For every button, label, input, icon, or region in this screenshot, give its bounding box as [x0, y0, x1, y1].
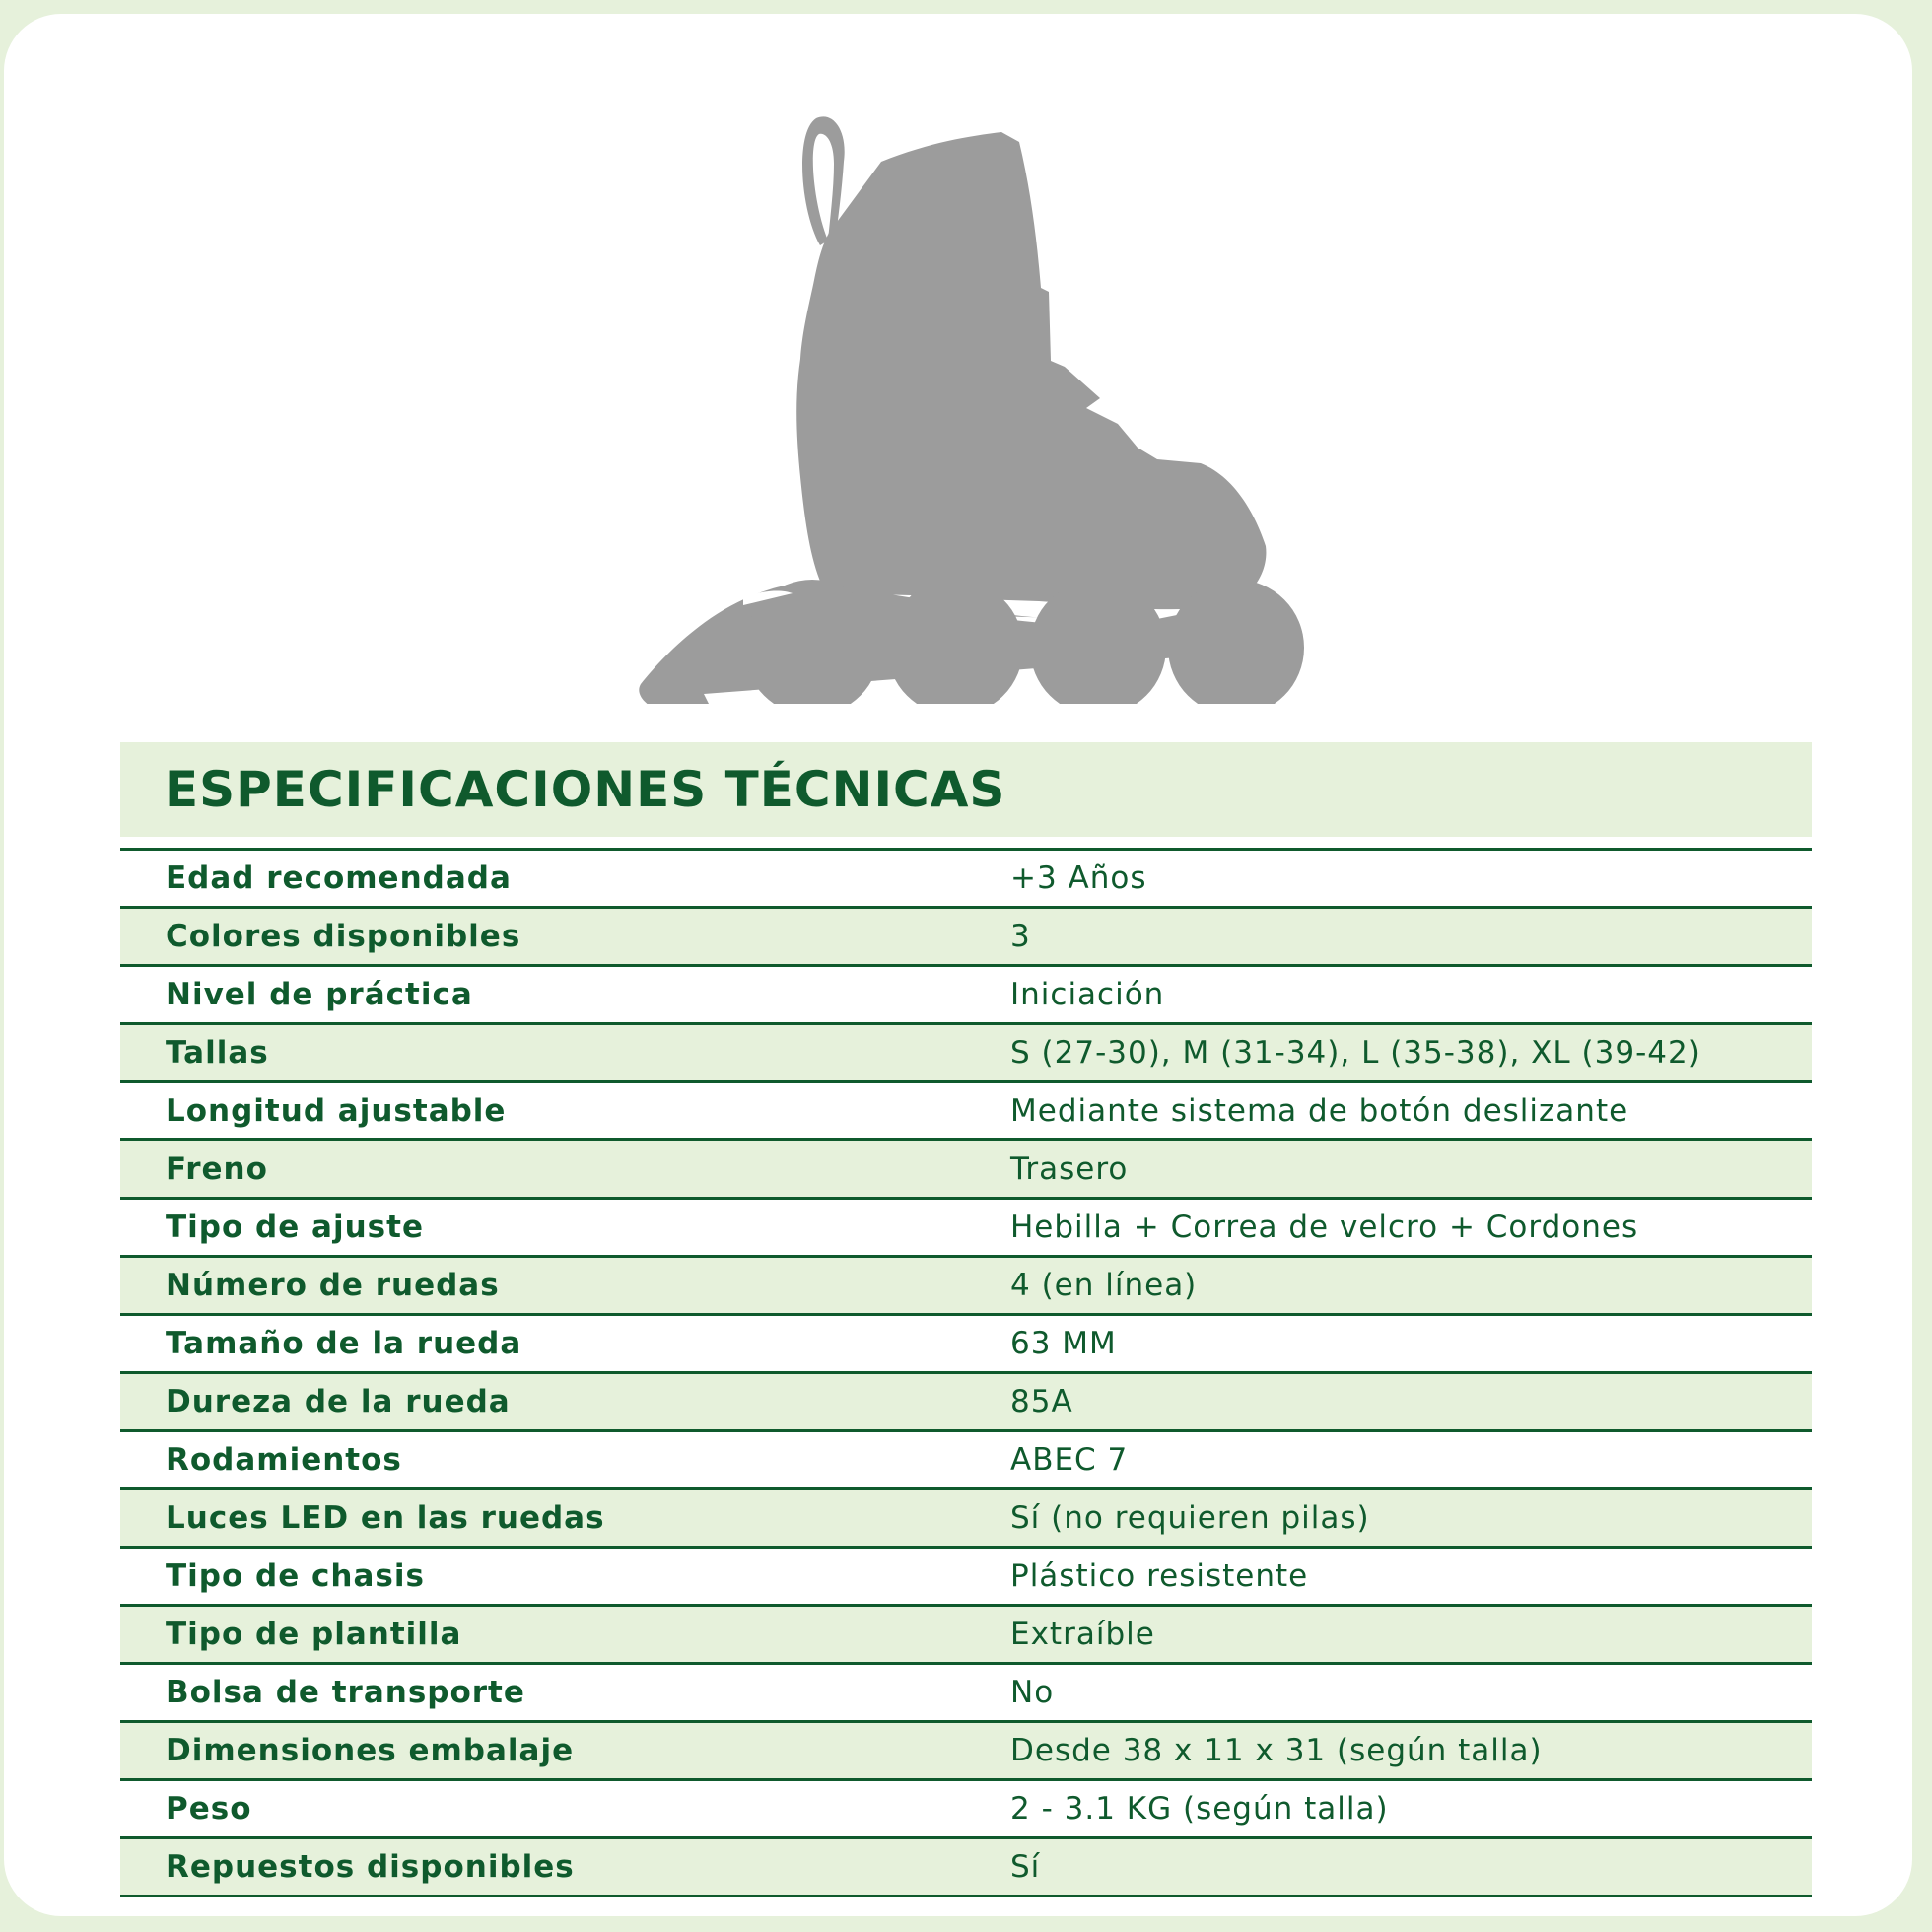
inline-skate-icon [625, 103, 1315, 704]
spec-value: Desde 38 x 11 x 31 (según talla) [1010, 1733, 1543, 1768]
spec-row [120, 1200, 1812, 1258]
spec-row [120, 1781, 1812, 1839]
spec-label: Tamaño de la rueda [166, 1326, 522, 1361]
spec-value: No [1010, 1675, 1055, 1710]
spec-value: 4 (en línea) [1010, 1268, 1198, 1303]
spec-row [120, 1374, 1812, 1432]
spec-value: S (27-30), M (31-34), L (35-38), XL (39-42) [1010, 1035, 1701, 1070]
spec-row [120, 1665, 1812, 1723]
spec-label: Dimensiones embalaje [166, 1733, 575, 1768]
spec-row [120, 1025, 1812, 1083]
spec-label: Tipo de plantilla [166, 1617, 462, 1652]
spec-value: +3 Años [1010, 861, 1147, 896]
spec-value: Trasero [1010, 1151, 1129, 1187]
spec-label: Rodamientos [166, 1442, 402, 1478]
spec-label: Número de ruedas [166, 1268, 500, 1303]
spec-label: Repuestos disponibles [166, 1849, 575, 1885]
spec-value: Plástico resistente [1010, 1558, 1309, 1594]
spec-row [120, 967, 1812, 1025]
spec-value: ABEC 7 [1010, 1442, 1129, 1478]
spec-row [120, 1607, 1812, 1665]
spec-value: Hebilla + Correa de velcro + Cordones [1010, 1209, 1639, 1245]
spec-row [120, 1141, 1812, 1200]
spec-table [120, 848, 1812, 1898]
spec-value: Sí [1010, 1849, 1041, 1885]
spec-value: 63 MM [1010, 1326, 1117, 1361]
spec-card [4, 14, 1912, 1916]
spec-value: Sí (no requieren pilas) [1010, 1500, 1370, 1536]
spec-value: 85A [1010, 1384, 1073, 1419]
spec-row [120, 1549, 1812, 1607]
spec-label: Colores disponibles [166, 919, 521, 954]
spec-row [120, 1432, 1812, 1490]
spec-value: Iniciación [1010, 977, 1165, 1012]
spec-label: Longitud ajustable [166, 1093, 507, 1129]
spec-row [120, 909, 1812, 967]
spec-row [120, 1083, 1812, 1141]
spec-row [120, 1839, 1812, 1898]
spec-row [120, 851, 1812, 909]
spec-label: Nivel de práctica [166, 977, 473, 1012]
spec-label: Dureza de la rueda [166, 1384, 511, 1419]
spec-label: Tipo de chasis [166, 1558, 425, 1594]
spec-value: Extraíble [1010, 1617, 1155, 1652]
spec-row [120, 1490, 1812, 1549]
spec-value: Mediante sistema de botón deslizante [1010, 1093, 1629, 1129]
spec-label: Tipo de ajuste [166, 1209, 424, 1245]
spec-label: Bolsa de transporte [166, 1675, 525, 1710]
spec-label: Luces LED en las ruedas [166, 1500, 605, 1536]
spec-value: 3 [1010, 919, 1031, 954]
spec-label: Edad recomendada [166, 861, 512, 896]
specs-header [120, 742, 1812, 837]
spec-row [120, 1258, 1812, 1316]
spec-label: Freno [166, 1151, 268, 1187]
spec-value: 2 - 3.1 KG (según talla) [1010, 1791, 1389, 1827]
spec-row [120, 1316, 1812, 1374]
spec-row [120, 1723, 1812, 1781]
specs-title: ESPECIFICACIONES TÉCNICAS [165, 761, 1006, 818]
spec-label: Peso [166, 1791, 252, 1827]
spec-label: Tallas [166, 1035, 269, 1070]
